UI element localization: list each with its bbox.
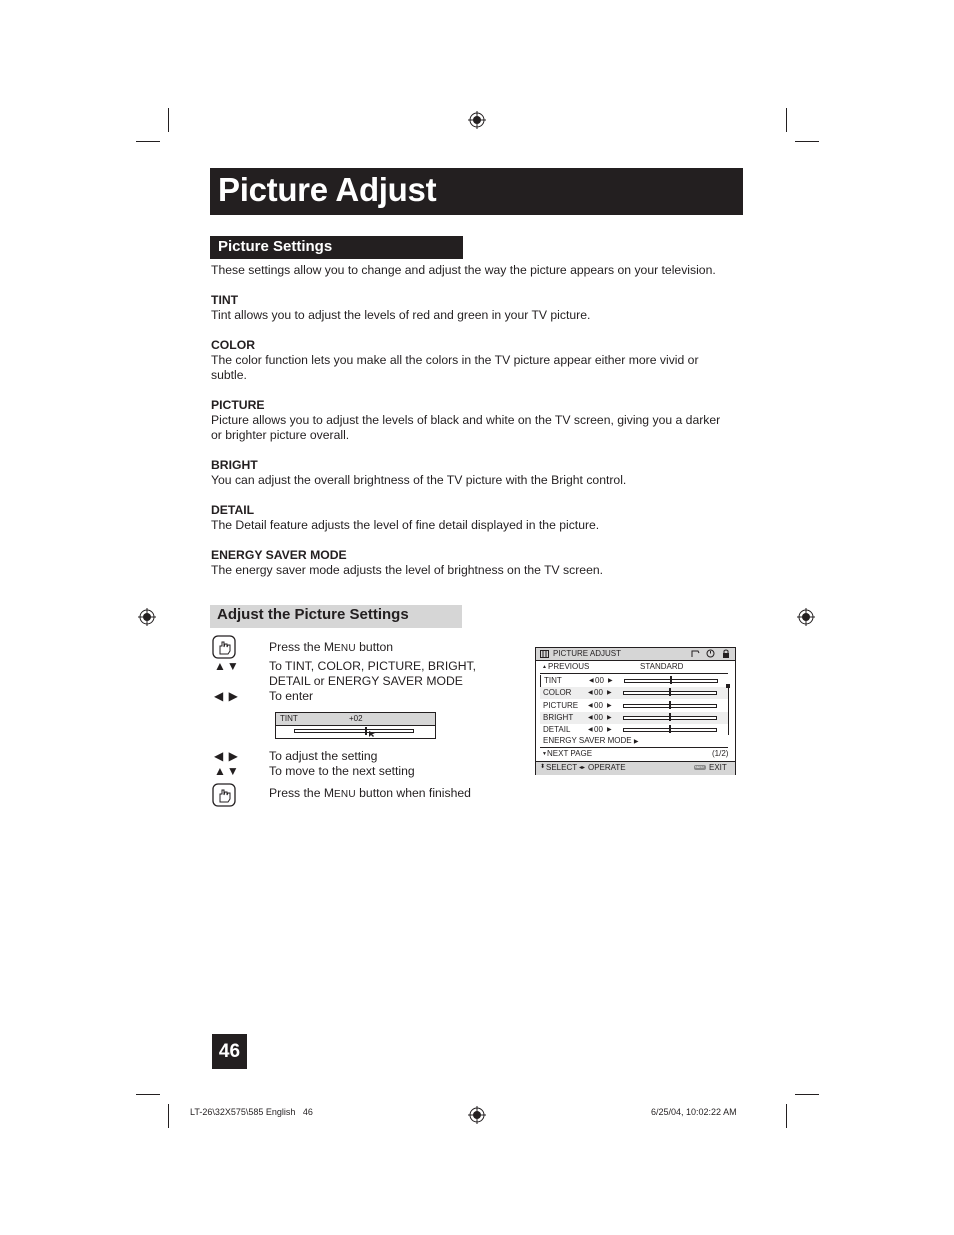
desc-bright: You can adjust the overall brightness of the TV picture with the Bright control.	[211, 473, 627, 487]
crop-mark	[136, 141, 160, 142]
right-arrow-icon: ▶	[607, 702, 612, 709]
up-down-arrow-icon: ⬍	[540, 764, 546, 770]
left-arrow-icon: ◀	[588, 714, 593, 721]
right-arrow-icon: ▶	[608, 678, 613, 684]
left-arrow-icon: ◀	[588, 690, 593, 697]
crop-mark	[786, 1104, 787, 1128]
osd-row-label: TINT	[544, 676, 562, 685]
tint-bar-label: TINT	[280, 714, 298, 723]
term-bright: BRIGHT	[211, 458, 258, 472]
hand-press-icon	[212, 635, 236, 659]
desc-detail: The Detail feature adjusts the level of fine detail displayed in the picture.	[211, 518, 600, 532]
osd-page-indicator: (1/2)	[712, 749, 729, 758]
crop-mark	[786, 108, 787, 132]
step-select: To TINT, COLOR, PICTURE, BRIGHT,	[269, 659, 476, 673]
tint-adjust-bar	[275, 712, 436, 739]
osd-row-detail[interactable]	[540, 724, 728, 736]
osd-row-slider-knob[interactable]	[669, 725, 671, 733]
osd-row-value: 00	[594, 700, 603, 710]
page-number: 46	[212, 1034, 247, 1069]
intro-text: These settings allow you to change and adjust the way the picture appears on your television.	[211, 263, 716, 277]
desc-color: The color function lets you make all the colors in the TV picture appear either more vivid or	[211, 353, 699, 367]
osd-row-picture[interactable]	[540, 700, 728, 712]
right-arrow-icon: ▶	[607, 690, 612, 697]
osd-row-slider-knob[interactable]	[669, 688, 671, 696]
section-heading-picture-settings	[210, 236, 463, 259]
osd-mode: STANDARD	[640, 662, 684, 671]
osd-row-slider-knob[interactable]	[669, 713, 671, 721]
left-arrow-icon: ◀	[589, 678, 594, 684]
cursor-icon	[368, 730, 376, 738]
up-down-arrow-icon: ▲▼	[214, 764, 240, 778]
osd-row-slider-knob[interactable]	[670, 676, 672, 684]
clock-icon	[706, 649, 715, 658]
term-color: COLOR	[211, 338, 256, 352]
osd-row-label: COLOR	[543, 688, 572, 698]
desc-tint: Tint allows you to adjust the levels of red and green in your TV picture.	[211, 308, 591, 322]
osd-title: PICTURE ADJUST	[553, 649, 622, 658]
footer-file-info: LT-26\32X575\585 English 46	[190, 1107, 313, 1117]
step-adjust: To adjust the setting	[269, 749, 378, 763]
left-right-arrow-icon: ◀ ▶	[214, 689, 239, 703]
lock-icon	[722, 649, 730, 659]
osd-menu-screen	[535, 647, 736, 775]
registration-mark-icon	[468, 1106, 486, 1124]
osd-previous[interactable]: PREVIOUS	[548, 662, 590, 671]
desc-color: subtle.	[211, 368, 247, 382]
osd-row-value: 00	[594, 712, 603, 722]
step-next: To move to the next setting	[269, 764, 415, 778]
right-arrow-icon: ▶	[607, 727, 612, 734]
section-heading-adjust	[210, 605, 462, 628]
tint-bar-value: +02	[349, 714, 363, 723]
tint-bar-knob	[365, 727, 367, 735]
section-heading-text: Adjust the Picture Settings	[217, 606, 409, 623]
crop-mark	[795, 1094, 819, 1095]
crop-mark	[168, 108, 169, 132]
osd-row-slider-knob[interactable]	[669, 701, 671, 709]
osd-row-bright[interactable]	[540, 712, 728, 724]
desc-picture: or brighter picture overall.	[211, 428, 350, 442]
section-heading-text: Picture Settings	[218, 238, 333, 255]
crop-mark	[168, 1104, 169, 1128]
menu-key-icon: MENU	[694, 765, 706, 770]
registration-mark-icon	[468, 111, 486, 129]
step-select: DETAIL or ENERGY SAVER MODE	[269, 674, 463, 688]
step-press-menu: Press the MENU button	[269, 640, 394, 654]
up-down-arrow-icon: ▲▼	[214, 659, 240, 673]
note-icon	[691, 650, 700, 658]
osd-row-value: 00	[595, 676, 604, 685]
tint-bar-track	[294, 729, 414, 733]
step-enter: To enter	[269, 689, 314, 703]
registration-mark-icon	[797, 608, 815, 626]
left-arrow-icon: ◀	[588, 702, 593, 709]
term-picture: PICTURE	[211, 398, 265, 412]
osd-row-value: 00	[594, 688, 603, 698]
hand-press-icon	[212, 783, 236, 807]
step-press-menu-finish: Press the MENU button when finished	[269, 786, 471, 800]
osd-select: SELECT	[546, 763, 578, 772]
osd-row-label: PICTURE	[543, 700, 579, 710]
osd-scroll-marker	[726, 684, 730, 688]
right-arrow-icon: ▶	[607, 714, 612, 721]
left-arrow-icon: ◀	[588, 727, 593, 734]
left-right-arrow-icon: ◂▸	[579, 765, 586, 771]
left-right-arrow-icon: ◀ ▶	[214, 749, 239, 763]
term-tint: TINT	[211, 293, 239, 307]
footer-timestamp: 6/25/04, 10:02:22 AM	[651, 1107, 737, 1117]
up-arrow-icon: ▲	[542, 664, 547, 670]
osd-row-color[interactable]	[540, 687, 728, 699]
osd-row-tint[interactable]	[540, 675, 729, 687]
menu-grid-icon	[540, 650, 549, 658]
desc-energy-saver: The energy saver mode adjusts the level of brightness on the TV screen.	[211, 563, 604, 577]
osd-row-label: DETAIL	[543, 725, 571, 735]
crop-mark	[795, 141, 819, 142]
osd-row-value: 00	[594, 725, 603, 735]
osd-operate: OPERATE	[588, 763, 626, 772]
crop-mark	[136, 1094, 160, 1095]
osd-exit[interactable]: EXIT	[709, 763, 727, 772]
osd-scrollbar	[728, 687, 729, 735]
page-title: Picture Adjust	[218, 171, 437, 208]
down-arrow-icon: ▼	[542, 751, 547, 757]
desc-picture: Picture allows you to adjust the levels of black and white on the TV screen, giving you a darker	[211, 413, 721, 427]
term-energy-saver: ENERGY SAVER MODE	[211, 548, 347, 562]
osd-next-page[interactable]: NEXT PAGE	[547, 749, 593, 758]
osd-row-label: BRIGHT	[543, 712, 574, 722]
term-detail: DETAIL	[211, 503, 255, 517]
osd-energy-saver[interactable]: ENERGY SAVER MODE ▶	[543, 736, 639, 745]
registration-mark-icon	[138, 608, 156, 626]
